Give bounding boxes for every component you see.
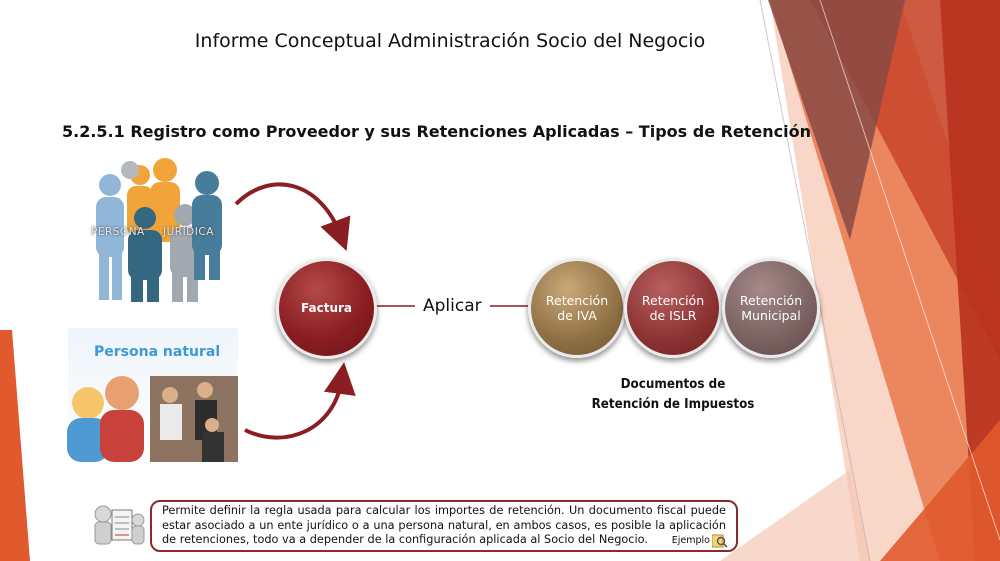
documentos-line2: Retención de Impuestos	[591, 397, 755, 413]
factura-label: Factura	[301, 301, 352, 316]
aplicar-label: Aplicar	[423, 296, 482, 316]
documentos-line1: Documentos de	[620, 377, 726, 392]
retencion-municipal-line1: Retención	[739, 293, 803, 308]
magnifier-icon	[712, 534, 728, 548]
page-title: Informe Conceptual Administración Socio del Negocio	[194, 30, 706, 52]
section-subtitle: 5.2.5.1 Registro como Proveedor y sus Retenciones Aplicadas – Tipos de Retención	[62, 122, 812, 141]
juridica-label: JURÍDICA	[163, 226, 214, 238]
retencion-islr-line2: de ISLR	[649, 308, 697, 323]
retencion-iva-line1: Retención	[545, 293, 609, 308]
description-note	[150, 500, 738, 552]
ejemplo-link[interactable]	[672, 534, 728, 548]
retencion-iva-line2: de IVA	[557, 308, 597, 323]
ejemplo-label: Ejemplo	[671, 534, 710, 546]
retencion-islr-line1: Retención	[641, 293, 705, 308]
description-text: Permite definir la regla usada para calcular los importes de retención. Un documento fiscal puede estar asociado a un ente jurídico o a una persona natural, en ambos casos, es posible la aplicación de retenciones, todo va a depender de la configuración aplicada al Socio del Negocio.	[162, 504, 726, 547]
persona-label: PERSONA	[91, 226, 145, 238]
persona-natural-label: Persona natural	[94, 344, 221, 360]
retencion-municipal-line2: Municipal	[741, 308, 801, 323]
